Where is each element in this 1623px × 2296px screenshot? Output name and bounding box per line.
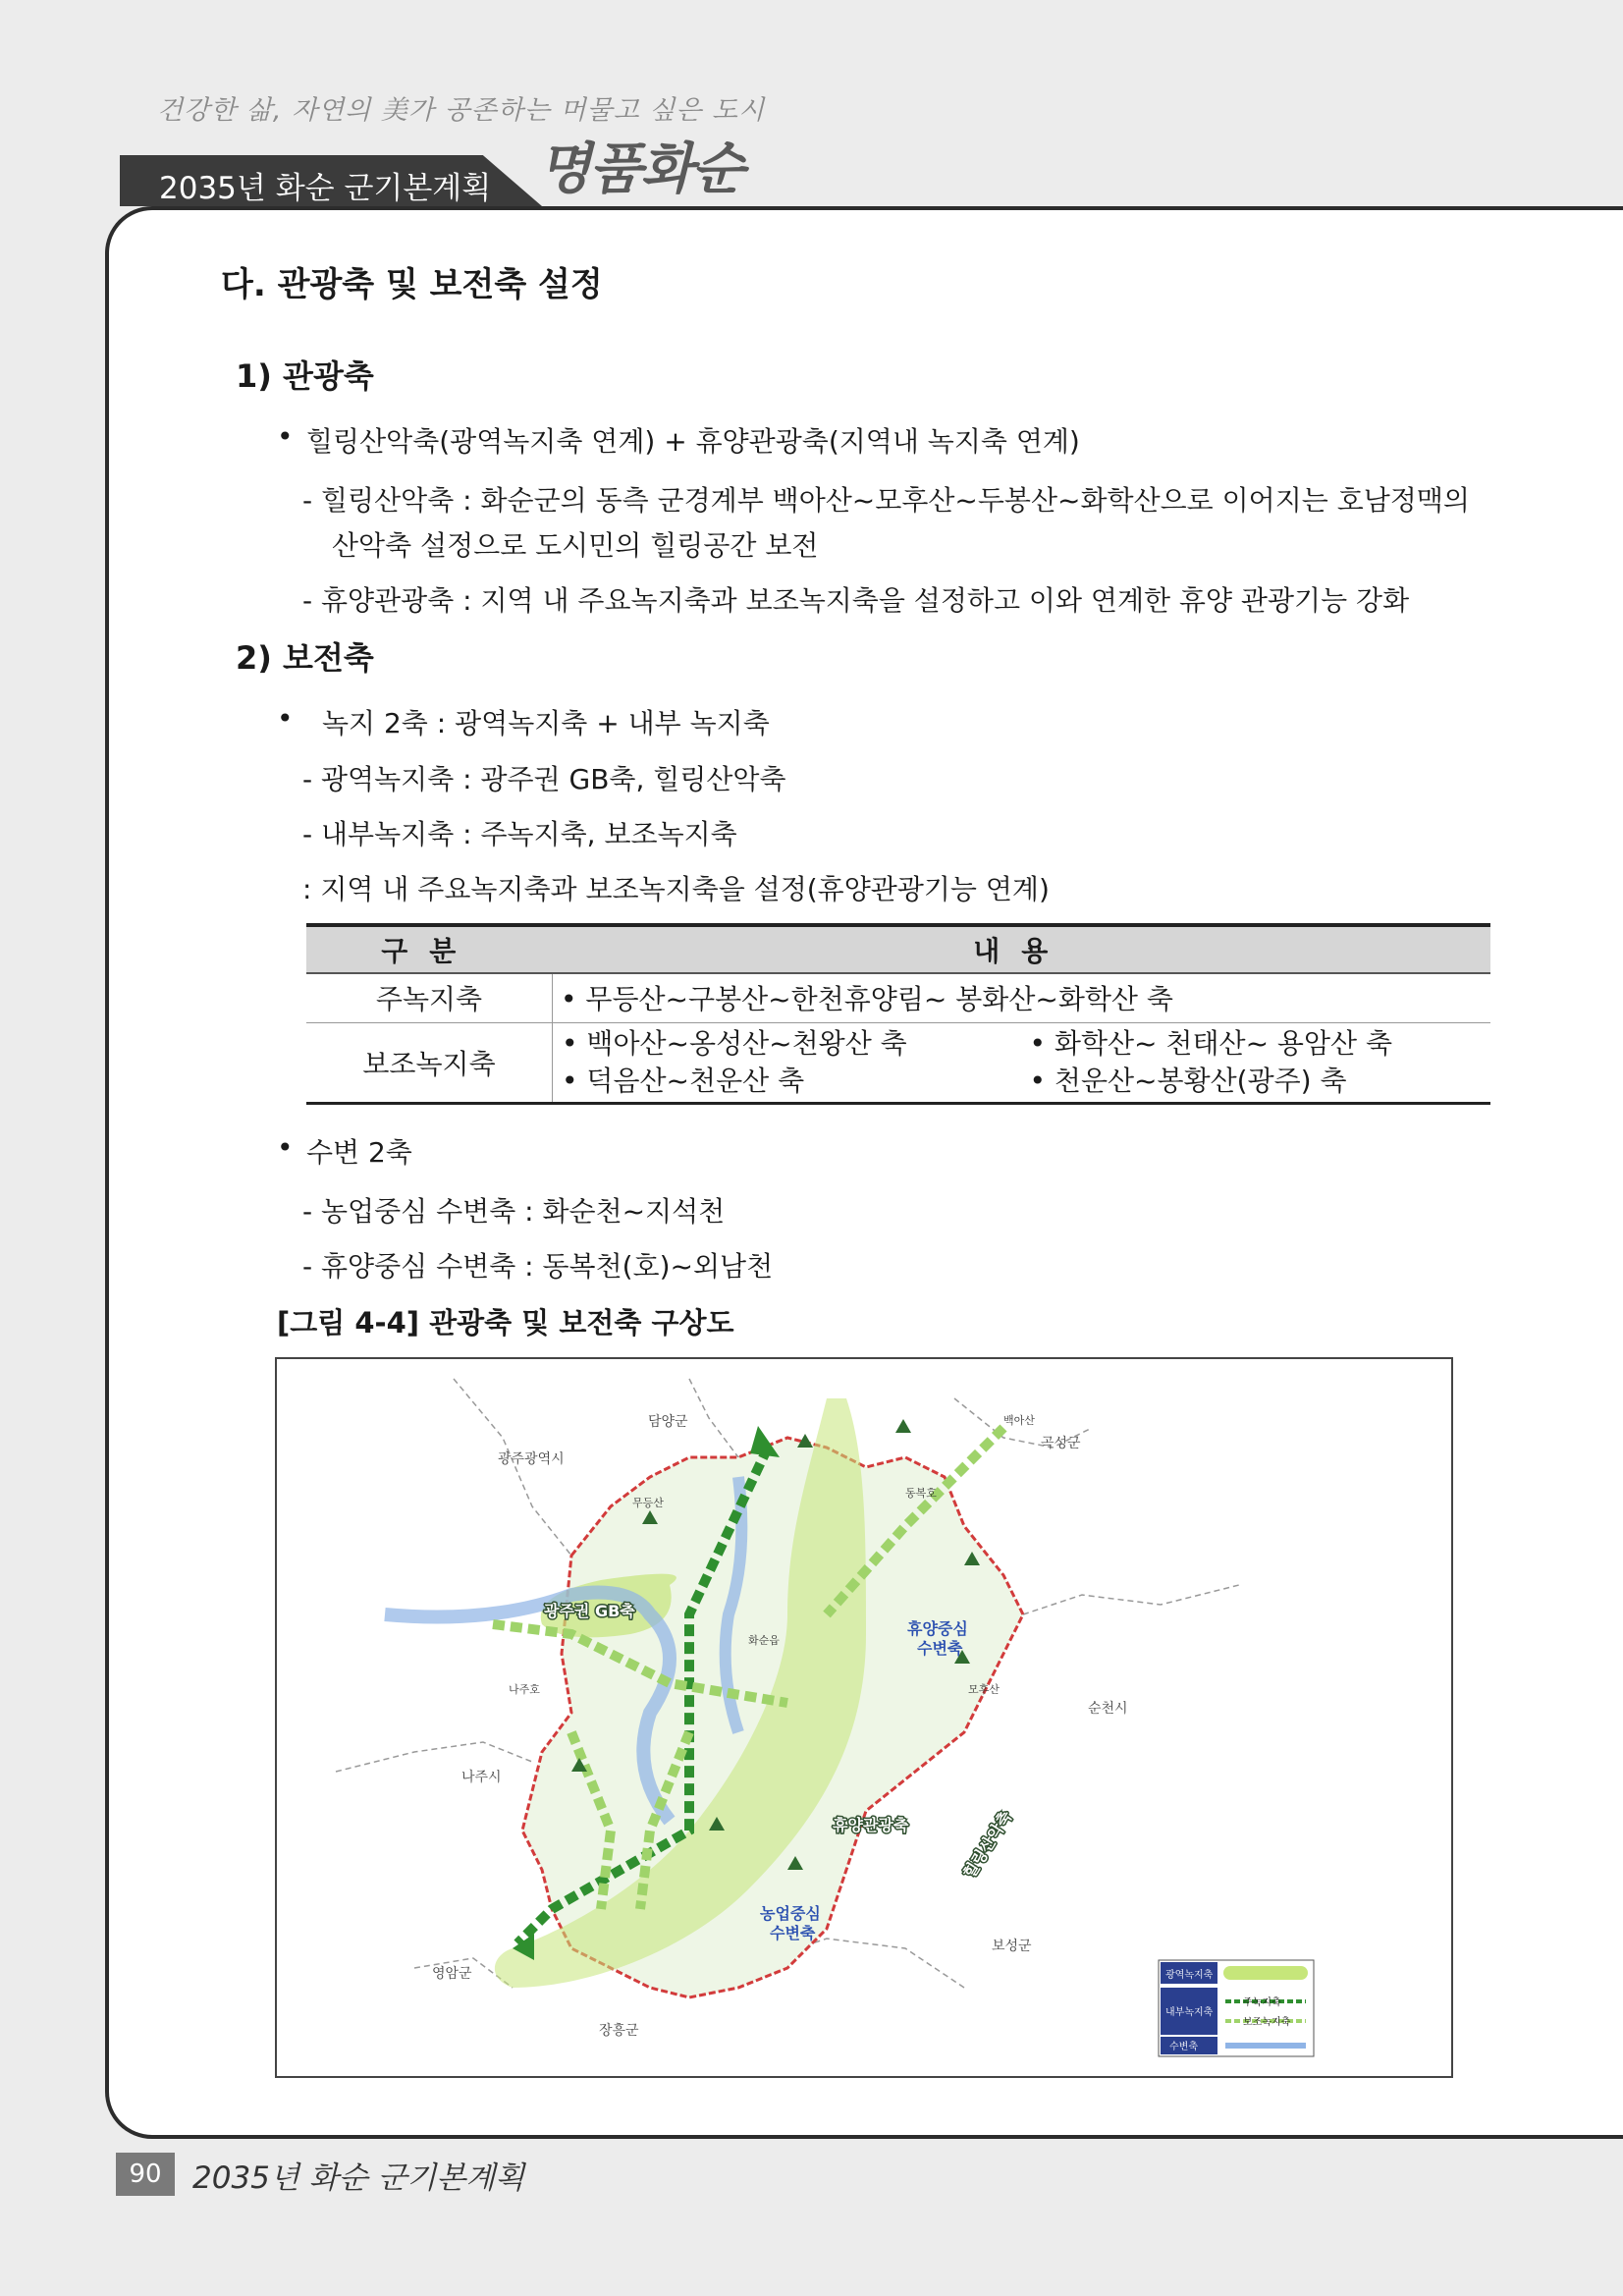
label-naju: 나주시: [461, 1770, 502, 1785]
section-title: 다. 관광축 및 보전축 설정: [221, 265, 603, 304]
page-number: 90: [116, 2153, 175, 2196]
label-mohusan: 모후산: [968, 1683, 1000, 1696]
tourism-dash-1: - 힐링산악축 : 화순군의 동측 군경계부 백아산~모후산~두봉산~화학산으로 이어지는 호남정맥의: [302, 484, 1470, 517]
legend-sub: 보조녹지축: [1243, 2017, 1291, 2028]
label-gokseong: 곡성군: [1041, 1436, 1081, 1451]
label-resort-water-line1: 휴양중심: [907, 1619, 968, 1638]
water-dash-2: - 휴양중심 수변축 : 동복천(호)~외남천: [302, 1250, 774, 1283]
table-row-key: 보조녹지축: [306, 1022, 553, 1103]
map-legend: [1159, 1960, 1314, 2056]
bullet-marker: •: [277, 1131, 294, 1164]
green-dash-1: - 광역녹지축 : 광주권 GB축, 힐링산악축: [302, 763, 786, 795]
table-row-key: 주녹지축: [306, 973, 553, 1022]
table-row-value: • 무등산~구봉산~한천휴양림~ 봉화산~화학산 축: [553, 973, 1491, 1022]
legend-wide-swatch: [1223, 1966, 1308, 1980]
label-hwasun: 화순읍: [748, 1634, 780, 1647]
label-suncheon: 순천시: [1088, 1701, 1128, 1717]
legend-inner: 내부녹지축: [1165, 2007, 1214, 2018]
green-dash-2: - 내부녹지축 : 주녹지축, 보조녹지축: [302, 818, 737, 850]
axis-concept-map: [275, 1357, 1453, 2078]
label-jangheung: 장흥군: [599, 2023, 639, 2039]
label-baegasan: 백아산: [1003, 1414, 1035, 1427]
legend-wide: 광역녹지축: [1165, 1970, 1214, 1981]
label-gb-axis: 광주권 GB축: [544, 1602, 635, 1620]
footer-title: 2035년 화순 군기본계획: [192, 2160, 525, 2196]
sub-axis-item: • 화학산~ 천태산~ 용암산 축: [1029, 1026, 1393, 1060]
brand-logo: 명품화순: [538, 137, 743, 201]
tourism-bullet: 힐링산악축(광역녹지축 연계) + 휴양관광축(지역내 녹지축 연계): [306, 425, 1080, 458]
label-yeongam: 영암군: [432, 1966, 472, 1982]
label-mudeungsan: 무등산: [632, 1497, 664, 1509]
label-damyang: 담양군: [648, 1414, 688, 1430]
sub-axis-item: • 천운산~봉황산(광주) 축: [1029, 1064, 1347, 1097]
sub-axis-item: • 백아산~옹성산~천왕산 축: [562, 1026, 907, 1060]
table-row-value: [553, 1022, 1491, 1103]
tourism-dash-2: - 휴양관광축 : 지역 내 주요녹지축과 보조녹지축을 설정하고 이와 연계한 휴양 관광기능 강화: [302, 584, 1410, 617]
subsection-title-tourism: 1) 관광축: [236, 357, 374, 395]
map-svg: [277, 1359, 1451, 2076]
label-boseong: 보성군: [992, 1939, 1032, 1954]
sub-axis-item: • 덕음산~천운산 축: [562, 1064, 805, 1097]
table-header-content: 내용: [553, 925, 1491, 973]
label-resort-water-line2: 수변축: [917, 1639, 963, 1658]
label-dongbok: 동복호: [905, 1487, 937, 1500]
green-axis-table: [306, 923, 1490, 1105]
label-resort-tour-axis: 휴양관광축: [833, 1816, 909, 1834]
plan-title: 2035년 화순 군기본계획: [159, 171, 492, 206]
water-axis-bullet: 수변 2축: [306, 1136, 412, 1169]
page-slogan: 건강한 삶, 자연의 美가 공존하는 머물고 싶은 도시: [157, 95, 766, 126]
subsection-title-conservation: 2) 보전축: [236, 639, 374, 677]
tourism-dash-1-cont: 산악축 설정으로 도시민의 힐링공간 보전: [332, 529, 819, 562]
bullet-marker: •: [277, 702, 294, 735]
legend-water: 수변축: [1169, 2042, 1198, 2052]
label-agri-water-line2: 수변축: [770, 1924, 816, 1942]
bullet-marker: •: [277, 420, 294, 453]
label-najuho: 나주호: [509, 1683, 540, 1696]
label-gwangju: 광주광역시: [498, 1451, 565, 1467]
water-dash-1: - 농업중심 수변축 : 화순천~지석천: [302, 1195, 726, 1228]
label-agri-water-line1: 농업중심: [760, 1904, 821, 1923]
green-note: : 지역 내 주요녹지축과 보조녹지축을 설정(휴양관광기능 연계): [302, 873, 1050, 905]
legend-main: 주녹지축: [1243, 1997, 1281, 2008]
table-header-category: 구분: [306, 925, 553, 973]
plan-title-tab: [120, 155, 542, 206]
green-axis-bullet: 녹지 2축 : 광역녹지축 + 내부 녹지축: [322, 707, 770, 739]
figure-caption: [그림 4-4] 관광축 및 보전축 구상도: [277, 1306, 734, 1339]
label-healing-axis: 힐링산악축: [959, 1807, 1016, 1883]
